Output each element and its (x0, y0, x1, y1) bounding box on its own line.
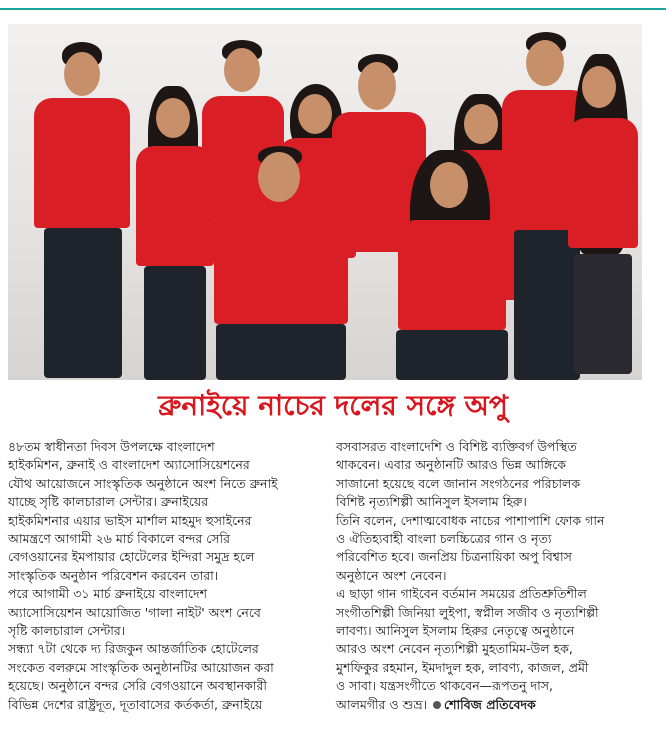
article-line: সাজানো হয়েছে বলে জানান সংগঠনের পরিচালক (336, 475, 581, 491)
article-line: অ্যাসোসিয়েশন আয়োজিত 'গালা নাইট' অংশ নেবে (8, 604, 261, 620)
article-line: আমন্ত্রণে আগামী ২৬ মার্চ বিকালে বন্দর সেরি (8, 531, 230, 547)
person-figure (560, 54, 642, 380)
article-line: অনুষ্ঠানে অংশ নেবেন। (336, 567, 447, 583)
article-line: বিভিন্ন দেশের রাষ্ট্রদূত, দূতাবাসের কর্তকর্তা, ব্রুনাইয়ে (8, 696, 263, 712)
article-line: সংগীতশিল্পী জিনিয়া লুইপা, স্বপ্নীল সজীব ও নৃত্যশিল্পী (336, 604, 599, 620)
article-line: সংকেত বলরুমে সাংস্কৃতিক অনুষ্ঠানটির আয়োজন করা (8, 659, 274, 675)
group-photo (8, 24, 642, 380)
article-line: হাইকমিশন, ব্রুনাই ও বাংলাদেশ অ্যাসোসিয়েশনের (8, 457, 250, 473)
article-line: পরিবেশিত হবে। জনপ্রিয় চিত্রনায়িকা অপু বিশ্বাস (336, 549, 572, 565)
article-line: তিনি বলেন, দেশাত্মবোধক নাচের পাশাপাশি ফোক গান (336, 512, 605, 528)
article-line: এ ছাড়া গান গাইবেন বর্তমান সময়ের প্রতিশ্রুতিশীল (336, 586, 587, 602)
article-line: থাকবেন। এবার অনুষ্ঠানটি আরও ভিন্ন আঙ্গিকে (336, 457, 567, 473)
article-line: লাবণ্য। আনিসুল ইসলাম হিরুর নেতৃত্বে অনুষ্ঠানে (336, 623, 575, 639)
article-line: বেগওয়ানের ইমপায়ার হোটেলের ইন্দিরা সমুদ্র হলে (8, 549, 255, 565)
top-accent-rule (0, 0, 666, 10)
article-line: যাচ্ছে সৃষ্টি কালচারাল সেন্টার। ব্রুনাইয়ের (8, 494, 209, 510)
article-column-left (8, 438, 326, 714)
article-line: ও ঐতিহ্যবাহী বাংলা চলচ্চিত্রের গান ও নৃত্য (336, 531, 552, 547)
article-line: ৪৮তম স্বাধীনতা দিবস উপলক্ষে বাংলাদেশ (8, 439, 215, 454)
article-line: বিশিষ্ট নৃত্যশিল্পী আনিসুল ইসলাম হিরু। (336, 494, 527, 510)
article-line: হাইকমিশনার এয়ার ভাইস মার্শাল মাহমুদ হুসাইনের (8, 512, 252, 528)
article-line: সাংস্কৃতিক অনুষ্ঠান পরিবেশন করবেন তারা। (8, 567, 219, 583)
article-line: সন্ধ্যা ৭টা থেকে দ্য রিজকুন আন্তর্জাতিক হোটেলের (8, 641, 259, 657)
article-line: সৃষ্টি কালচারাল সেন্টার। (8, 623, 126, 639)
article-line: মুশফিকুর রহমান, ইমদাদুল হক, লাবণ্য, কাজল, প্রমী (336, 659, 589, 675)
person-figure (206, 146, 356, 380)
article-line: আলমগীর ও শুভ্র। (336, 696, 428, 712)
byline-credit: শোবিজ প্রতিবেদক (444, 696, 536, 712)
article-line: আরও অংশ নেবেন নৃত্যশিল্পী মুহতামিম-উল হক, (336, 641, 573, 657)
article-headline: ব্রুনাইয়ে নাচের দলের সঙ্গে অপু (158, 389, 508, 422)
article-line: যৌথ আয়োজনে সাংস্কৃতিক অনুষ্ঠানে অংশ নিতে ব্রুনাই (8, 475, 278, 491)
bullet-icon (433, 701, 441, 709)
person-figure (386, 150, 516, 380)
article-last-line (336, 696, 658, 714)
person-figure (26, 42, 136, 380)
article-line: বসবাসরত বাংলাদেশি ও বিশিষ্ট ব্যক্তিবর্গ উপস্থিত (336, 439, 577, 454)
column-divider (330, 438, 331, 738)
article-line: হয়েছে। অনুষ্ঠানে বন্দর সেরি বেগওয়ানে অবস্থানকারী (8, 678, 267, 694)
article-line: পরে আগামী ৩১ মার্চ ব্রুনাইয়ে বাংলাদেশ (8, 586, 207, 602)
article-line: ও সাবা। যন্ত্রসংগীতে থাকবেন—রূপতনু দাস, (336, 678, 553, 694)
article-column-right (336, 438, 658, 714)
